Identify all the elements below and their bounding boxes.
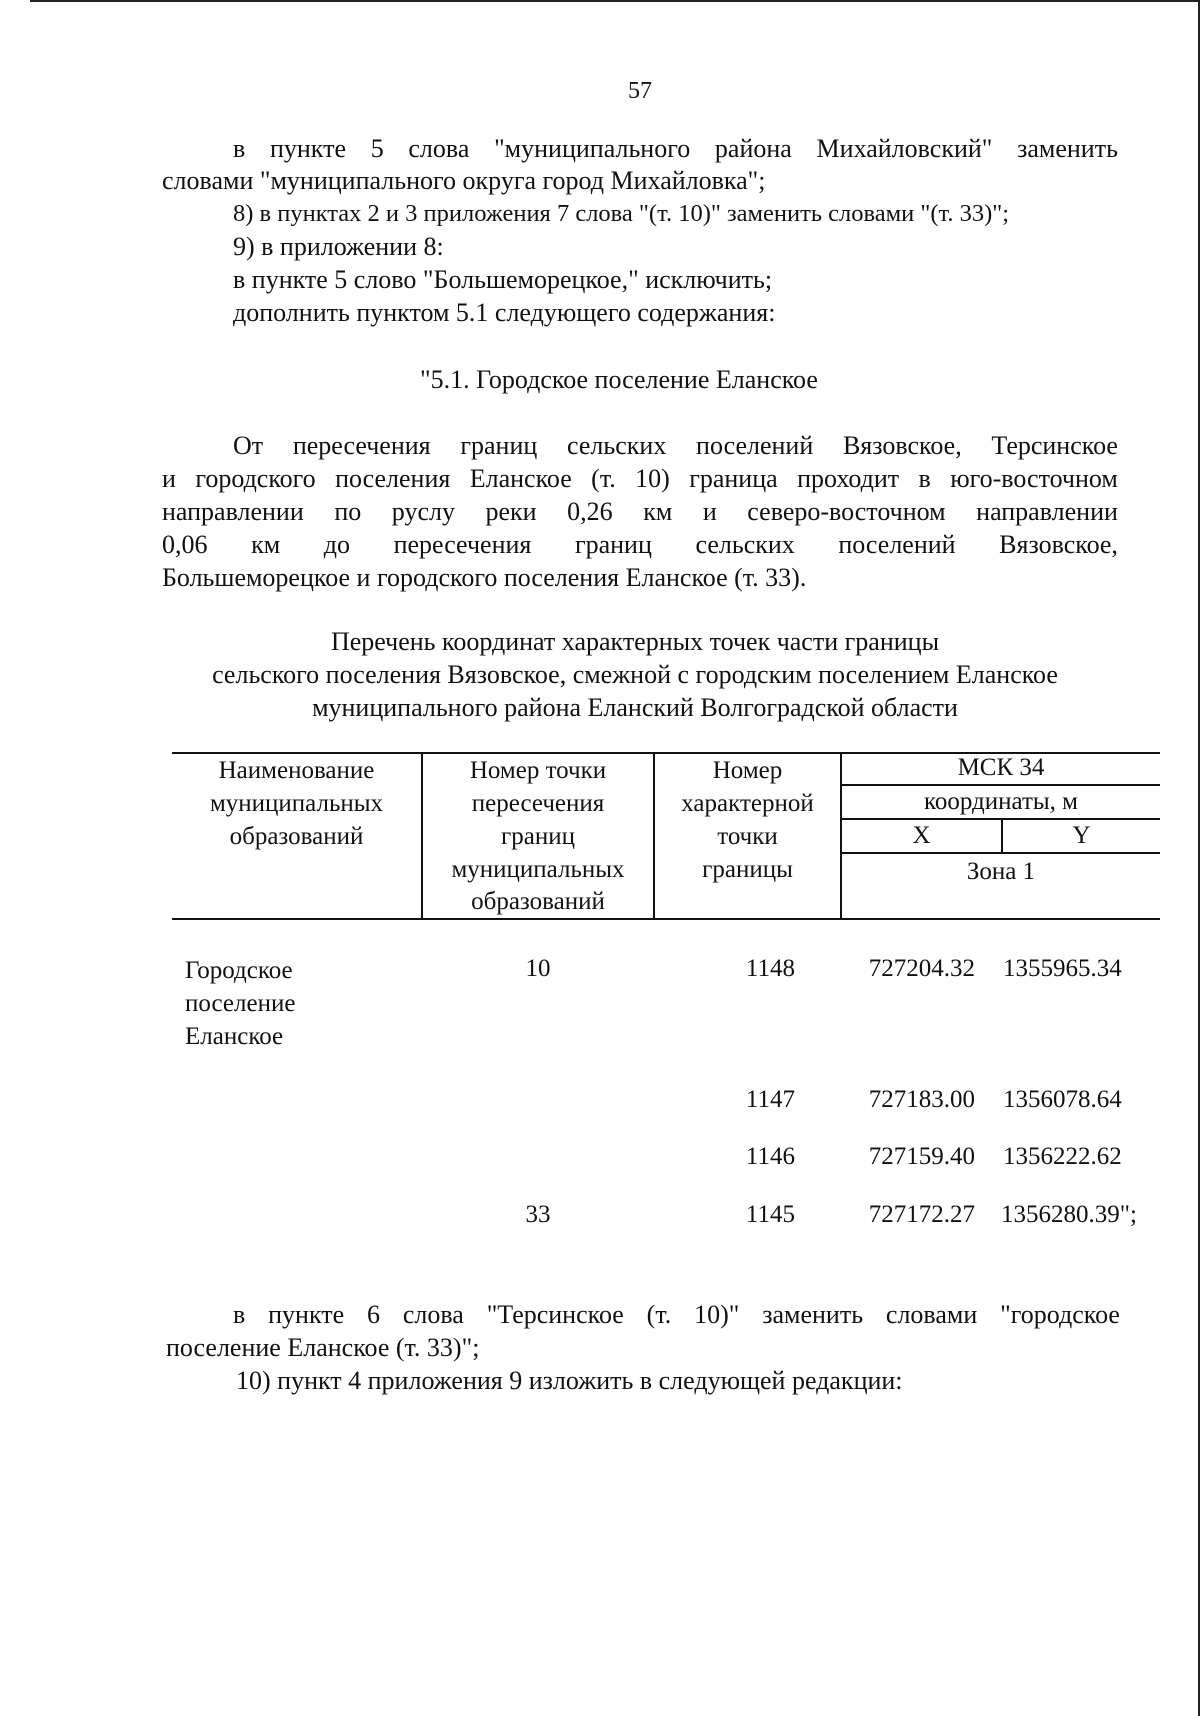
row-1-x: 727204.32 [868,955,975,982]
word: 10)" [694,1300,740,1329]
word: км [251,530,281,559]
header-intersection-2: пересечения [471,790,605,817]
header-point-3: точки [717,823,778,850]
word: Еланское [469,464,572,493]
word: пункте [269,134,346,163]
word: От [233,431,264,460]
word: слова [402,1300,464,1329]
header-zone: Зона 1 [966,858,1036,885]
header-municipality-1: Наименование [218,757,375,784]
header-coords: координаты, м [923,788,1079,815]
word: руслу [391,497,455,526]
header-x: X [912,822,931,849]
municipality-line-1: Городское [185,957,293,984]
word: слова [408,134,470,163]
word: реки [485,497,537,526]
page-border-top [30,0,1200,2]
word: пункте [268,1300,345,1329]
word: граница [689,464,778,493]
word: направлении [976,497,1118,526]
section-title: "5.1. Городское поселение Еланское [420,365,818,394]
closing-line-1 [233,1299,1120,1331]
row-3-y: 1356222.62 [1003,1143,1122,1170]
word: Терсинское [991,431,1118,460]
word: проходит [797,464,900,493]
header-point-1: Номер [712,757,783,784]
word: 5 [370,134,384,163]
row-4-x: 727172.27 [868,1201,975,1228]
table-title-line-3: муниципального района Еланский Волгоградской области [312,693,958,722]
page-number: 57 [628,78,652,104]
header-point-4: границы [702,856,793,883]
word: в [233,134,246,163]
description-line-2 [162,463,1118,495]
municipality-line-3: Еланское [185,1023,284,1050]
row-4-point: 1145 [745,1201,795,1228]
item-9-b: дополнить пунктом 5.1 следующего содержания: [233,298,776,327]
word: заменить [1017,134,1118,163]
item-9-a: в пункте 5 слово "Большеморецкое," исключить; [233,265,773,294]
word: границ [460,431,538,460]
word: 0,06 [162,530,208,559]
row-1-intersection: 10 [525,955,551,982]
word: северо-восточном [747,497,946,526]
row-1-y: 1355965.34 [1003,955,1122,982]
word: Вязовское, [842,431,962,460]
item-9: 9) в приложении 8: [233,232,444,261]
word: границ [574,530,652,559]
header-intersection-4: муниципальных [451,856,625,883]
row-4-intersection: 33 [525,1201,551,1228]
header-point-2: характерной [681,790,814,817]
word: до [323,530,350,559]
word: "Терсинское [486,1300,624,1329]
table-title-line-1: Перечень координат характерных точек части границы [330,627,940,656]
word: пересечения [292,431,431,460]
word: сельских [695,530,795,559]
item-10: 10) пункт 4 приложения 9 изложить в следующей редакции: [236,1366,903,1395]
word: Михайловский" [816,134,993,163]
header-intersection-1: Номер точки [469,757,607,784]
header-intersection-3: границ [501,823,575,850]
description-line-5: Большеморецкое и городского поселения Еланское (т. 33). [162,563,807,592]
word: 10) [635,464,670,493]
word: словами [885,1300,978,1329]
word: "муниципального [494,134,691,163]
word: 0,26 [567,497,613,526]
description-line-4 [162,529,1118,561]
row-3-x: 727159.40 [868,1143,975,1170]
word: (т. [591,464,616,493]
header-y: Y [1072,822,1091,849]
word: городского [195,464,316,493]
word: по [334,497,362,526]
word: и [162,464,176,493]
header-municipality-3: образований [229,823,364,850]
table-title-line-2: сельского поселения Вязовское, смежной с городским поселением Еланское [212,660,1058,689]
row-2-x: 727183.00 [868,1086,975,1113]
row-2-point: 1147 [745,1086,795,1113]
word: (т. [646,1300,672,1329]
word: сельских [567,431,667,460]
word: км [643,497,673,526]
word: юго-восточном [950,464,1118,493]
word: в [918,464,931,493]
item-8: 8) в пунктах 2 и 3 приложения 7 слова "(т. 10)" заменить словами "(т. 33)"; [233,200,1010,227]
closing-line-2: поселение Еланское (т. 33)"; [166,1333,480,1362]
table-header-bottom-rule [172,918,1160,920]
word: 6 [367,1300,380,1329]
intro-line-2: словами "муниципального округа город Михайловка"; [162,166,766,195]
word: поселения [335,464,451,493]
xy-rule [840,852,1160,854]
word: и [702,497,717,526]
word: поселений [838,530,956,559]
municipality-line-2: поселение [185,990,296,1017]
header-msk: МСК 34 [957,754,1045,781]
intro-line-1 [233,133,1118,165]
word: заменить [762,1300,864,1329]
word: поселений [696,431,814,460]
row-1-point: 1148 [745,955,795,982]
row-2-y: 1356078.64 [1003,1086,1122,1113]
description-line-3 [162,496,1118,528]
row-3-point: 1146 [745,1143,795,1170]
description-line-1 [233,430,1118,462]
word: в [233,1300,246,1329]
word: Вязовское, [999,530,1118,559]
header-municipality-2: муниципальных [209,790,384,817]
word: направлении [162,497,304,526]
header-intersection-5: образований [471,888,605,915]
word: пересечения [393,530,532,559]
word: района [714,134,792,163]
row-4-y: 1356280.39"; [1001,1201,1137,1228]
word: "городское [1000,1300,1120,1329]
